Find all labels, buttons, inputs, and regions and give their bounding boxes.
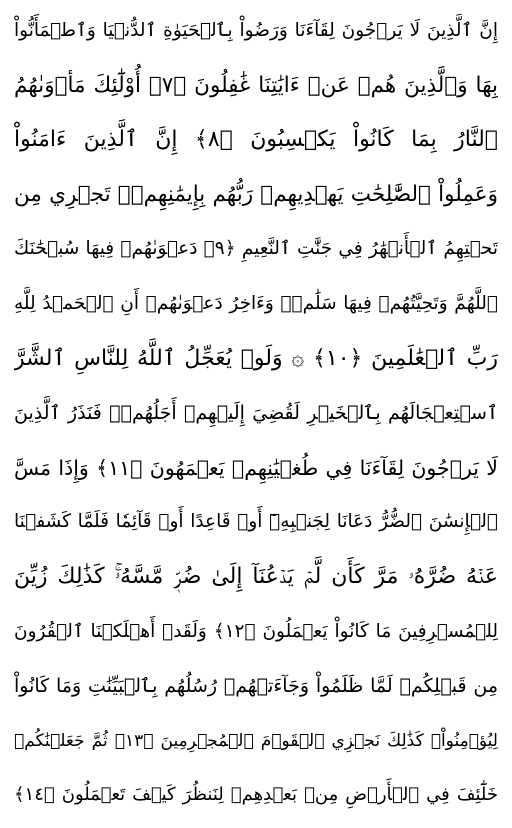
- text-line: عَنۡهُ ضُرَّهُۥ مَرَّ كَأَن لَّمۡ يَدۡعُنَآ إِلَىٰ ضُرّٖ مَّسَّهُۥۚ كَذَٰلِكَ زُيِّنَ: [14, 563, 498, 589]
- text-line: لِيُؤۡمِنُواْۚ كَذَٰلِكَ نَجۡزِي ٱلۡقَوۡمَ ٱلۡمُجۡرِمِينَ ﴿١٣﴾ ثُمَّ جَعَلۡنَٰكُمۡ: [14, 730, 498, 751]
- text-line: رَبِّ ٱلۡعَٰلَمِينَ ﴿١٠﴾ ۞ وَلَوۡ يُعَجِّلُ ٱللَّهُ لِلنَّاسِ ٱلشَّرَّ: [14, 345, 498, 371]
- text-line: مِن قَبۡلِكُمۡ لَمَّا ظَلَمُواْ وَجَآءَتۡهُمۡ رُسُلُهُم بِٱلۡبَيِّنَٰتِ وَمَا كَانُواْ: [14, 675, 498, 698]
- text-line: إِنَّ ٱلَّذِينَ لَا يَرۡجُونَ لِقَآءَنَا وَرَضُواْ بِٱلۡحَيَوٰةِ ٱلدُّنۡيَا وَٱطۡمَأَنُّواْ: [14, 20, 498, 41]
- text-line: لِلۡمُسۡرِفِينَ مَا كَانُواْ يَعۡمَلُونَ ﴿١٢﴾ وَلَقَدۡ أَهۡلَكۡنَا ٱلۡقُرُونَ: [14, 620, 498, 642]
- text-line: وَعَمِلُواْ ٱلصَّٰلِحَٰتِ يَهۡدِيهِمۡ رَبُّهُم بِإِيمَٰنِهِمۡۖ تَجۡرِي مِن: [14, 181, 498, 207]
- text-line: لَا يَرۡجُونَ لِقَآءَنَا فِي طُغۡيَٰنِهِمۡ يَعۡمَهُونَ ﴿١١﴾ وَإِذَا مَسَّ: [14, 455, 498, 480]
- text-line: ٱسۡتِعۡجَالَهُم بِٱلۡخَيۡرِ لَقُضِيَ إِلَيۡهِمۡ أَجَلُهُمۡۖ فَنَذَرُ ٱلَّذِينَ: [14, 402, 498, 425]
- text-line: خَلَٰٓئِفَ فِي ٱلۡأَرۡضِ مِنۢ بَعۡدِهِمۡ لِنَنظُرَ كَيۡفَ تَعۡمَلُونَ ﴿١٤﴾: [14, 784, 498, 806]
- text-line: تَحۡتِهِمُ ٱلۡأَنۡهَٰرُ فِي جَنَّٰتِ ٱلنَّعِيمِ ﴿٩﴾ دَعۡوَىٰهُمۡ فِيهَا سُبۡحَٰنَكَ: [14, 238, 498, 260]
- text-line: بِهَا وَٱلَّذِينَ هُمۡ عَنۡ ءَايَٰتِنَا غَٰفِلُونَ ﴿٧﴾ أُوْلَٰٓئِكَ مَأۡوَىٰهُمُ: [14, 72, 498, 98]
- text-line: ٱلۡإِنسَٰنَ ٱلضُّرُّ دَعَانَا لِجَنۢبِهِۦٓ أَوۡ قَاعِدًا أَوۡ قَآئِمٗا فَلَمَّا كَشَفۡنَا: [14, 511, 498, 533]
- text-line: ٱلنَّارُ بِمَا كَانُواْ يَكۡسِبُونَ ﴿٨﴾ إِنَّ ٱلَّذِينَ ءَامَنُواْ: [14, 127, 498, 153]
- text-line: ٱللَّهُمَّ وَتَحِيَّتُهُمۡ فِيهَا سَلَٰمٞۚ وَءَاخِرُ دَعۡوَىٰهُمۡ أَنِ ٱلۡحَمۡدُ لِلَّهِ: [14, 292, 498, 314]
